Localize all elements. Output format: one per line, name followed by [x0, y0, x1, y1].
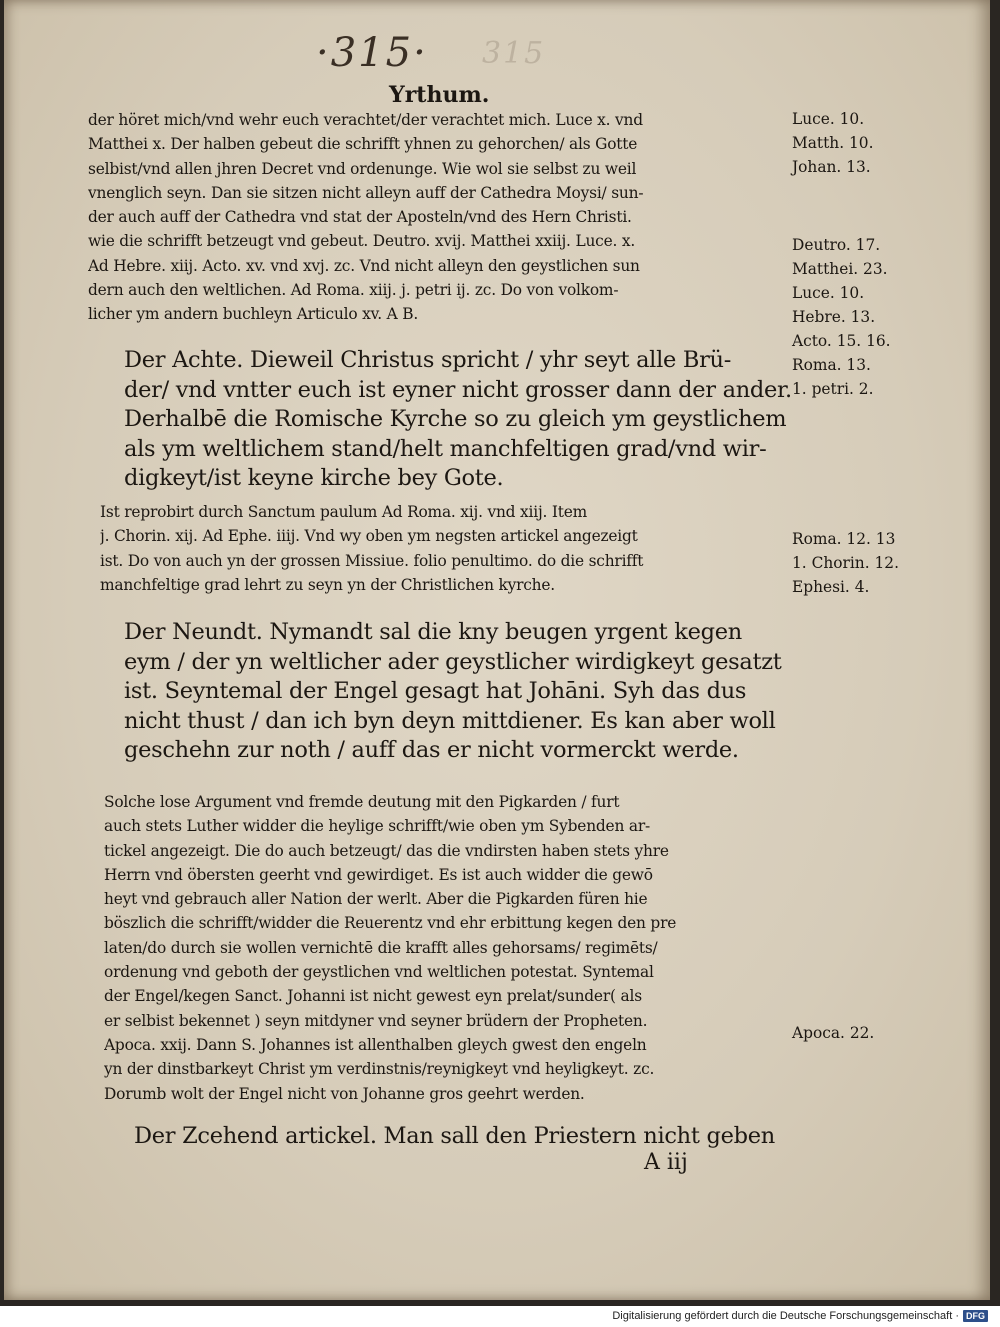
text-line: laten/do durch sie wollen vernichtē die krafft alles gehorsams/ regimēts/ — [104, 938, 658, 957]
text-line: ist. Seyntemal der Engel gesagt hat Johāni. Syh das dus — [124, 678, 747, 704]
margin-note: Ephesi. 4. — [792, 578, 870, 596]
text-line: tickel angezeigt. Die do auch betzeugt/ das die vndirsten haben stets yhre — [104, 841, 669, 860]
margin-note: Matth. 10. — [792, 134, 874, 152]
text-line: dern auch den weltlichen. Ad Roma. xiij. j. petri ij. zc. Do von volkom- — [88, 281, 619, 300]
margin-note: Roma. 12. 13 — [792, 530, 896, 548]
paragraph-1 — [88, 108, 788, 327]
margin-note: 1. Chorin. 12. — [792, 554, 899, 572]
text-line: der/ vnd vntter euch ist eyner nicht grosser dann der ander. — [124, 376, 792, 403]
text-line: digkeyt/ist keyne kirche bey Gote. — [124, 465, 504, 491]
text-line: Ad Hebre. xiij. Acto. xv. vnd xvj. zc. Vnd nicht alleyn den geystlichen sun — [88, 256, 640, 275]
text-line: der höret mich/vnd wehr euch verachtet/der verachtet mich. Luce x. vnd — [88, 111, 643, 129]
signature-mark: A iij — [644, 1150, 688, 1175]
text-line: der auch auff der Cathedra vnd stat der Aposteln/vnd des Hern Christi. — [88, 208, 632, 227]
book-page — [4, 0, 990, 1300]
text-line: er selbist bekennet ) seyn mitdyner vnd seyner brüdern der Propheten. — [104, 1011, 648, 1030]
paragraph-3 — [100, 500, 790, 597]
text-line: yn der dinstbarkeyt Christ ym verdinstnis/reynigkeyt vnd heyligkeyt. zc. — [104, 1060, 655, 1079]
footer-text: Digitalisierung gefördert durch die Deutsche Forschungsgemeinschaft · — [612, 1310, 959, 1322]
margin-note: Apoca. 22. — [792, 1024, 875, 1042]
margin-note: Hebre. 13. — [792, 308, 876, 326]
margin-note: Luce. 10. — [792, 284, 865, 302]
text-line: Apoca. xxij. Dann S. Johannes ist allenthalben gleych gwest den engeln — [104, 1035, 647, 1054]
text-line: der Engel/kegen Sanct. Johanni ist nicht gewest eyn prelat/sunder( als — [104, 987, 642, 1006]
margin-note: Luce. 10. — [792, 110, 865, 128]
text-line: Herrn vnd öbersten geerht vnd gewirdiget. Es ist auch widder die gewō — [104, 865, 653, 884]
margin-note: 1. petri. 2. — [792, 380, 874, 398]
text-line: Ist reprobirt durch Sanctum paulum Ad Roma. xij. vnd xiij. Item — [100, 503, 588, 521]
article-10-heading — [134, 1122, 794, 1152]
margin-note: Acto. 15. 16. — [792, 332, 891, 350]
digitization-footer — [612, 1310, 988, 1322]
text-line: Dorumb wolt der Engel nicht von Johanne gros geehrt werden. — [104, 1084, 585, 1103]
margin-note: Roma. 13. — [792, 356, 871, 374]
article-9-heading — [124, 618, 794, 766]
text-line: geschehn zur noth / auff das er nicht vormerckt werde. — [124, 737, 739, 763]
folio-number: ·315· — [316, 30, 428, 76]
running-head: Yrthum. — [389, 82, 490, 108]
text-line: ist. Do von auch yn der grossen Missiue. folio penultimo. do die schrifft — [100, 551, 644, 570]
text-line: j. Chorin. xij. Ad Ephe. iiij. Vnd wy oben ym negsten artickel angezeigt — [100, 527, 638, 546]
margin-note: Matthei. 23. — [792, 260, 888, 278]
text-line: Derhalbē die Romische Kyrche so zu gleich ym geystlichem — [124, 406, 787, 432]
text-line: eym / der yn weltlicher ader geystlicher wirdigkeyt gesatzt — [124, 648, 782, 675]
text-line: heyt vnd gebrauch aller Nation der werlt. Aber die Pigkarden füren hie — [104, 890, 648, 909]
text-line: Der Neundt. Nymandt sal die kny beugen yrgent kegen — [124, 619, 742, 645]
text-line: wie die schrifft betzeugt vnd gebeut. Deutro. xvij. Matthei xxiij. Luce. x. — [88, 232, 636, 251]
dfg-logo-icon: DFG — [963, 1310, 988, 1322]
text-line: Matthei x. Der halben gebeut die schrifft yhnen zu gehorchen/ als Gotte — [88, 135, 638, 154]
margin-note: Deutro. 17. — [792, 236, 881, 254]
text-line: selbist/vnd allen jhren Decret vnd ordenunge. Wie wol sie selbst zu weil — [88, 159, 637, 178]
text-line: licher ym andern buchleyn Articulo xv. A B. — [88, 305, 419, 324]
text-line: böszlich die schrifft/widder die Reuerentz vnd ehr erbittung kegen den pre — [104, 914, 677, 933]
text-line: vnenglich seyn. Dan sie sitzen nicht alleyn auff der Cathedra Moysi/ sun- — [88, 183, 644, 202]
text-line: Der Achte. Dieweil Christus spricht / yhr seyt alle Brü- — [124, 347, 732, 373]
paragraph-5 — [104, 790, 792, 1106]
text-line: manchfeltige grad lehrt zu seyn yn der Christlichen kyrche. — [100, 575, 555, 594]
text-line: Der Zcehend artickel. Man sall den Priestern nicht geben — [134, 1123, 775, 1149]
text-line: als ym weltlichem stand/helt manchfeltigen grad/vnd wir- — [124, 435, 767, 462]
text-line: Solche lose Argument vnd fremde deutung mit den Pigkarden / furt — [104, 793, 620, 811]
text-line: auch stets Luther widder die heylige schrifft/wie oben ym Sybenden ar- — [104, 817, 650, 836]
margin-note: Johan. 13. — [792, 158, 871, 176]
folio-bleedthrough: 315 — [482, 36, 546, 71]
article-8-heading — [124, 346, 794, 494]
text-line: nicht thust / dan ich byn deyn mittdiener. Es kan aber woll — [124, 707, 776, 734]
text-line: ordenung vnd geboth der geystlichen vnd weltlichen potestat. Syntemal — [104, 963, 654, 982]
